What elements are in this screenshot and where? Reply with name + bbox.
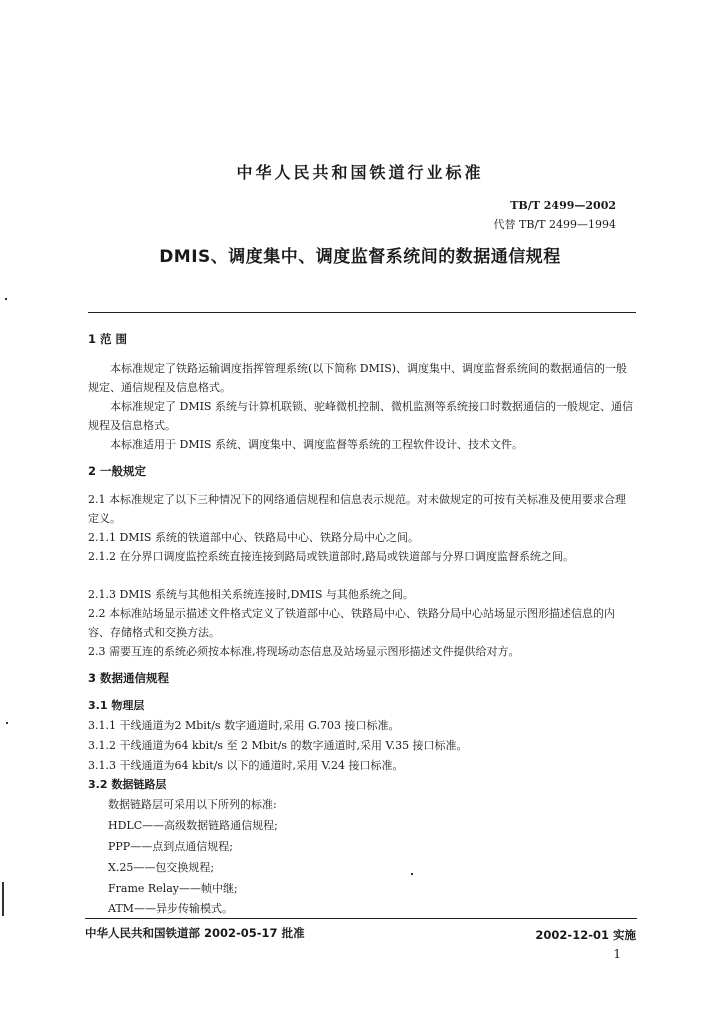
scan-speck [6, 722, 8, 724]
clause-3-2-heading: 3.2 数据链路层 [88, 778, 167, 791]
clause-2-2: 2.2 本标准站场显示描述文件格式定义了铁道部中心、铁路局中心、铁路分局中心站场显示图形描述信息的内容、存储格式和交换方法。 [88, 607, 615, 639]
clause-3-1-3: 3.1.3 干线通道为64 kbit/s 以下的通道时,采用 V.24 接口标准。 [88, 759, 404, 772]
clause-2-1: 2.1 本标准规定了以下三种情况下的网络通信规程和信息表示规范。对未做规定的可按有关标准及使用要求合理定义。 [88, 493, 626, 525]
section-3-heading: 3 数据通信规程 [88, 671, 170, 685]
scan-speck [411, 873, 413, 875]
standard-code: TB/T 2499—2002 [510, 199, 616, 212]
standard-title: 中华人民共和国铁道行业标准 [236, 163, 484, 182]
section-2-heading: 2 一般规定 [88, 464, 147, 478]
clause-3-1-heading: 3.1 物理层 [88, 699, 145, 712]
scan-speck [5, 298, 7, 300]
clause-2-1-2: 2.1.2 在分界口调度监控系统直接连接到路局或铁道部时,路局或铁道部与分界口调度监督系统之间。 [88, 550, 574, 563]
implementation-date: 2002-12-01 实施 [535, 928, 636, 942]
section-1-paragraph-1-text: 本标准规定了铁路运输调度指挥管理系统(以下简称 DMIS)、调度集中、调度监督系统间的数据通信的一般规定、通信规程及信息格式。 [88, 362, 628, 394]
clause-2-3: 2.3 需要互连的系统必须按本标准,将现场动态信息及站场显示图形描述文件提供给对方。 [88, 645, 520, 658]
scan-edge-mark [2, 882, 4, 916]
list-item: HDLC——高级数据链路通信规程; [108, 819, 278, 832]
replaces-code: 代替 TB/T 2499—1994 [493, 218, 616, 231]
section-1-heading: 1 范 围 [88, 332, 128, 346]
clause-2-1-3: 2.1.3 DMIS 系统与其他相关系统连接时,DMIS 与其他系统之间。 [88, 588, 414, 601]
clause-2-1-1: 2.1.1 DMIS 系统的铁道部中心、铁路局中心、铁路分局中心之间。 [88, 531, 419, 544]
section-1-paragraph-2 [88, 397, 636, 435]
section-1-paragraph-1 [88, 359, 636, 397]
list-item: ATM——异步传输模式。 [108, 902, 233, 915]
list-item: PPP——点到点通信规程; [108, 840, 233, 853]
section-1-paragraph-3-text: 本标准适用于 DMIS 系统、调度集中、调度监督等系统的工程软件设计、技术文件。 [110, 438, 523, 451]
document-title: DMIS、调度集中、调度监督系统间的数据通信规程 [159, 247, 561, 267]
clause-3-1-2: 3.1.2 干线通道为64 kbit/s 至 2 Mbit/s 的数字通道时,采用 V.35 接口标准。 [88, 739, 468, 752]
section-1-paragraph-2-text: 本标准规定了 DMIS 系统与计算机联锁、驼峰微机控制、微机监测等系统接口时数据通信的一般规定、通信规程及信息格式。 [88, 400, 633, 432]
list-item: Frame Relay——帧中继; [108, 882, 238, 895]
section-1-paragraph-3 [88, 435, 636, 454]
clause-3-1-1: 3.1.1 干线通道为2 Mbit/s 数字通道时,采用 G.703 接口标准。 [88, 719, 400, 732]
page-number: 1 [613, 947, 621, 961]
clause-3-2-intro: 数据链路层可采用以下所列的标准: [108, 798, 277, 811]
list-item: X.25——包交换规程; [108, 861, 215, 874]
footer-divider [85, 918, 637, 919]
approval-statement: 中华人民共和国铁道部 2002-05-17 批准 [85, 926, 305, 940]
title-divider [88, 312, 636, 313]
